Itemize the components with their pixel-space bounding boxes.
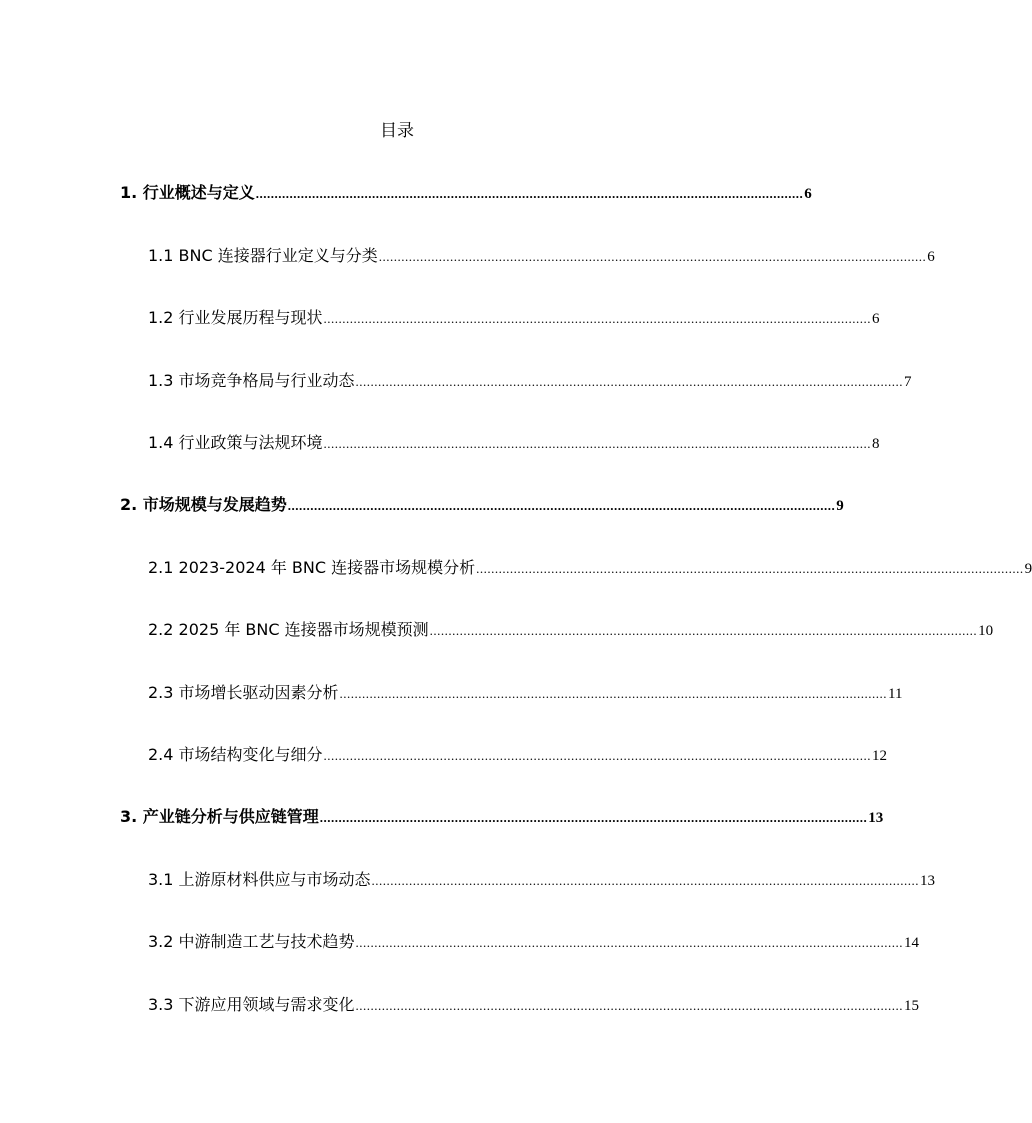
toc-leader-dots: .................................................................................................................................................. [287, 498, 836, 513]
toc-entry-label: 1. 行业概述与定义 [120, 183, 255, 202]
toc-entry-3-1[interactable] [148, 867, 936, 890]
toc-page-number: 13 [920, 873, 936, 889]
toc-entry-2-2[interactable] [148, 617, 994, 640]
toc-entry-label: 1.1 BNC 连接器行业定义与分类 [148, 246, 378, 265]
toc-entry-label: 1.4 行业政策与法规环境 [148, 433, 323, 452]
toc-entry-label: 3.2 中游制造工艺与技术趋势 [148, 932, 355, 951]
toc-entry-2-4[interactable] [148, 742, 888, 765]
toc-entry-1-2[interactable] [148, 305, 880, 328]
toc-entry-label: 3.3 下游应用领域与需求变化 [148, 995, 355, 1014]
toc-entry-label: 3.1 上游原材料供应与市场动态 [148, 870, 371, 889]
toc-page-number: 13 [868, 810, 884, 826]
toc-leader-dots: .................................................................................................................................................. [323, 311, 872, 326]
toc-entry-label: 1.3 市场竞争格局与行业动态 [148, 371, 355, 390]
toc-leader-dots: .................................................................................................................................................. [378, 249, 927, 264]
toc-leader-dots: .................................................................................................................................................. [355, 374, 904, 389]
toc-page-number: 9 [1024, 561, 1032, 577]
toc-entry-1[interactable] [120, 180, 812, 203]
toc-leader-dots: .................................................................................................................................................. [323, 436, 872, 451]
toc-entry-3-3[interactable] [148, 992, 920, 1015]
toc-title: 目录 [380, 121, 414, 141]
toc-leader-dots: .................................................................................................................................................. [255, 186, 804, 201]
toc-leader-dots: .................................................................................................................................................. [339, 686, 888, 701]
toc-entry-label: 2.3 市场增长驱动因素分析 [148, 683, 339, 702]
toc-leader-dots: .................................................................................................................................................. [355, 998, 904, 1013]
toc-entry-2-3[interactable] [148, 680, 903, 703]
toc-entry-label: 2.4 市场结构变化与细分 [148, 745, 323, 764]
toc-entry-label: 1.2 行业发展历程与现状 [148, 308, 323, 327]
toc-entry-label: 2. 市场规模与发展趋势 [120, 495, 287, 514]
toc-entry-label: 2.1 2023-2024 年 BNC 连接器市场规模分析 [148, 558, 476, 577]
toc-leader-dots: .................................................................................................................................................. [476, 561, 1024, 576]
toc-leader-dots: .................................................................................................................................................. [371, 873, 920, 888]
toc-entry-1-4[interactable] [148, 430, 880, 453]
toc-page-number: 14 [904, 935, 920, 951]
toc-entry-2[interactable] [120, 492, 844, 515]
toc-entry-label: 2.2 2025 年 BNC 连接器市场规模预测 [148, 620, 429, 639]
toc-page-number: 10 [978, 623, 994, 639]
toc-page-number: 9 [836, 498, 844, 514]
toc-entry-1-1[interactable] [148, 243, 935, 266]
toc-leader-dots: .................................................................................................................................................. [429, 623, 978, 638]
toc-leader-dots: .................................................................................................................................................. [323, 748, 872, 763]
toc-entry-3-2[interactable] [148, 929, 920, 952]
toc-page-number: 11 [888, 686, 903, 702]
toc-leader-dots: .................................................................................................................................................. [355, 935, 904, 950]
toc-page-number: 6 [804, 186, 812, 202]
toc-page-number: 7 [904, 374, 912, 390]
toc-entry-label: 3. 产业链分析与供应链管理 [120, 807, 319, 826]
toc-entry-3[interactable] [120, 804, 884, 827]
toc-leader-dots: .................................................................................................................................................. [319, 810, 868, 825]
toc-page-number: 15 [904, 998, 920, 1014]
toc-page-number: 12 [872, 748, 888, 764]
toc-page-number: 8 [872, 436, 880, 452]
toc-page-number: 6 [872, 311, 880, 327]
toc-page-number: 6 [927, 249, 935, 265]
toc-entry-2-1[interactable] [148, 555, 1032, 578]
toc-entry-1-3[interactable] [148, 368, 912, 391]
